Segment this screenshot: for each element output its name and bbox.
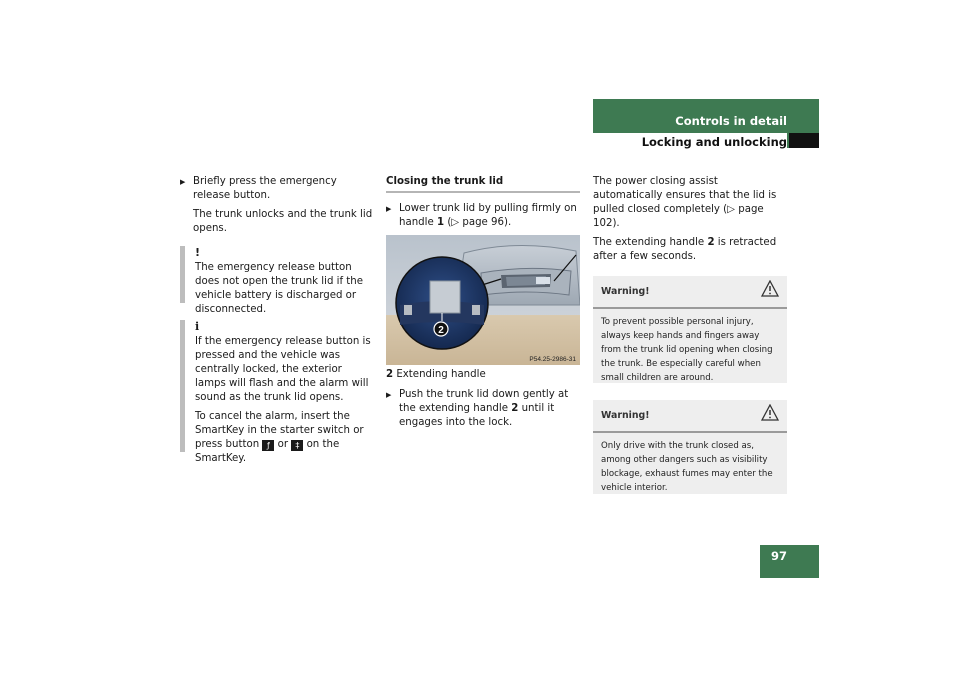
column-middle: [386, 175, 580, 430]
warning-text: Only drive with the trunk closed as, among other dangers such as visibility blockage, exhaust fumes may enter the vehicle interior.: [601, 441, 773, 493]
figure-legend: 2 Extending handle: [386, 369, 486, 380]
info-text-1: If the emergency release button is pressed and the vehicle was centrally locked, the exterior lamps will flash and the alarm will sound as the trunk lid opens.: [195, 336, 371, 403]
unlock-key-icon: ƒ: [262, 440, 274, 451]
warning-box-2: [593, 400, 787, 494]
warning-triangle-icon: [761, 404, 779, 424]
section-heading: Closing the trunk lid: [386, 176, 504, 187]
instruction-step: ▶ Briefly press the emergency release button. The trunk unlocks and the trunk lid opens.: [180, 175, 375, 236]
trunk-illustration: [386, 235, 580, 365]
figure-callout-2: 2: [438, 325, 444, 336]
warning-title: Warning!: [601, 410, 650, 421]
info-text-2: To cancel the alarm, insert the SmartKey in the starter switch or press button ƒ or ‡ on the SmartKey.: [195, 411, 364, 464]
warning-title: Warning!: [601, 286, 650, 297]
column-left: [180, 175, 375, 464]
exclamation-icon: !: [195, 246, 201, 259]
trunk-figure: [386, 235, 580, 365]
section-title: Locking and unlocking: [641, 135, 787, 149]
caution-text: The emergency release button does not open the trunk lid if the vehicle battery is discharged or disconnected.: [195, 262, 364, 315]
arrow-bullet-icon: ▶: [386, 391, 392, 399]
heading-rule: [386, 191, 580, 193]
retract-text: The extending handle 2 is retracted after a few seconds.: [593, 237, 777, 262]
arrow-bullet-icon: ▶: [386, 205, 392, 213]
warning-triangle-icon: [761, 280, 779, 300]
arrow-bullet-icon: ▶: [180, 178, 186, 186]
page-number-tab: [760, 545, 819, 578]
page-number: 97: [770, 549, 787, 563]
info-icon: i: [195, 320, 200, 333]
warning-box-1: [593, 276, 787, 383]
info-note: [180, 320, 375, 464]
instruction-step-2: ▶ Push the trunk lid down gently at the extending handle 2 until it engages into the lock.: [386, 389, 569, 428]
result-text: The trunk unlocks and the trunk lid opens.: [193, 209, 373, 234]
closing-assist-text: The power closing assist automatically ensures that the lid is pulled closed completely (▷ page 102).: [593, 176, 777, 229]
figure-code: P54.25-2986-31: [529, 356, 576, 363]
chapter-header: [593, 99, 819, 148]
instruction-step-1: ▶ Lower trunk lid by pulling firmly on handle 1 (▷ page 96).: [386, 203, 577, 228]
chapter-title: Controls in detail: [675, 114, 787, 128]
column-right: [593, 175, 787, 494]
header-marker: [789, 133, 819, 148]
warning-text: To prevent possible personal injury, always keep hands and fingers away from the trunk lid opening when closing the trunk. Be especially careful when small children are around.: [601, 317, 773, 383]
caution-note: [180, 246, 375, 315]
lock-key-icon: ‡: [291, 440, 303, 451]
